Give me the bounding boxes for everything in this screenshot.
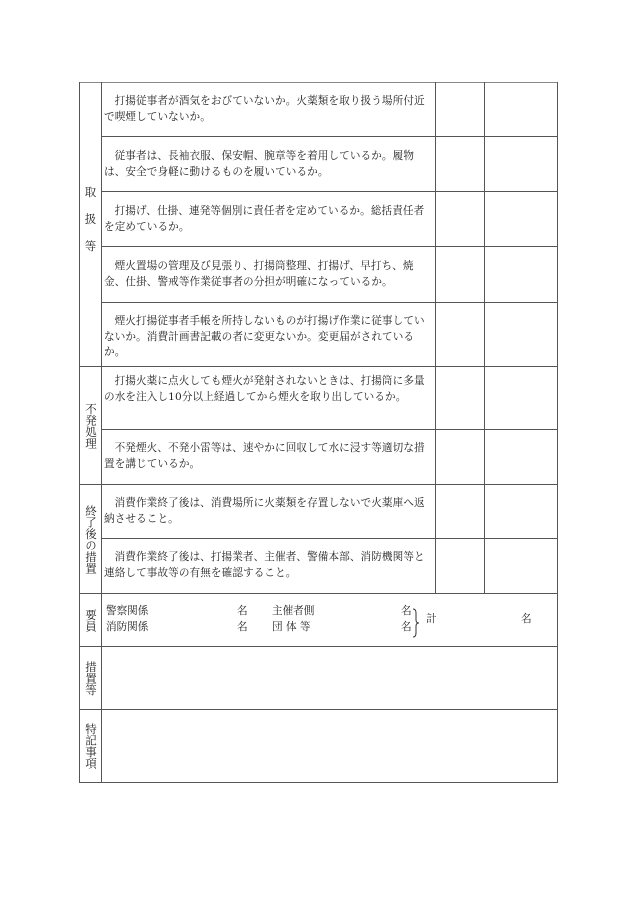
check-item-text: 煙火置場の管理及び見張り、打揚筒整理、打揚げ、早打ち、焼金、仕掛、警戒等作業従事者の分担が明確になっているか。 [104, 260, 414, 288]
rule [101, 191, 558, 192]
section-measures-text: 措置等 [84, 660, 98, 696]
rule [484, 82, 485, 593]
section-misfire-label [80, 367, 101, 484]
check-item-text: 打揚従事者が酒気をおびていないか。火薬類を取り扱う場所付近で喫煙していないか。 [104, 95, 425, 123]
rule [79, 82, 558, 83]
rule [101, 246, 558, 247]
staff-group-unit: 名 [401, 621, 412, 633]
section-handling-char: 扱 [84, 211, 97, 226]
section-staff-text: 要員 [84, 608, 98, 632]
check-item-text: 従事者は、長袖衣服、保安帽、腕章等を着用しているか。履物は、安全で身軽に動けるものを履いているか。 [104, 150, 415, 178]
rule [79, 782, 558, 783]
staff-total-unit: 名 [521, 613, 532, 625]
rule [101, 136, 558, 137]
section-staff-label [80, 594, 101, 646]
rule [101, 538, 558, 539]
section-misfire-text: 不発処理 [84, 402, 98, 449]
rule [79, 709, 558, 710]
section-handling-char: 取 [84, 184, 97, 199]
rule [101, 302, 558, 303]
section-notes-label [80, 710, 101, 782]
rule [557, 82, 558, 783]
rule [79, 646, 558, 647]
section-notes-text: 特記事項 [84, 723, 98, 769]
section-measures-label [80, 647, 101, 709]
staff-police-label: 警察関係 [106, 605, 149, 617]
staff-police-unit: 名 [237, 605, 248, 617]
section-handling-char: 等 [84, 238, 97, 253]
staff-fire-unit: 名 [237, 621, 248, 633]
section-handling-label [80, 136, 101, 302]
section-after-text: 終了後の措置 [84, 504, 98, 574]
check-item-text: 消費作業終了後は、消費場所に火薬類を存置しないで火薬庫へ返納させること。 [104, 497, 425, 525]
staff-fire-label: 消防関係 [106, 621, 149, 633]
section-after-label [80, 485, 101, 593]
check-item-text: 打揚げ、仕掛、連発等個別に責任者を定めているか。総括責任者を定めているか。 [104, 205, 425, 233]
rule [101, 429, 558, 430]
check-item-text: 煙火打揚従事者手帳を所持しないものが打揚げ作業に従事していないか。消費計画書記載の者に変更ないか。変更届がされているか。 [104, 315, 425, 358]
brace-icon [412, 608, 420, 638]
staff-organizer-label: 主催者側 [272, 605, 315, 617]
staff-group-label: 団 体 等 [272, 621, 311, 633]
rule [101, 82, 102, 783]
staff-total-label: 計 [426, 613, 437, 625]
rule [79, 484, 558, 485]
rule [79, 593, 558, 594]
staff-organizer-unit: 名 [401, 605, 412, 617]
check-item-text: 消費作業終了後は、打揚業者、主催者、警備本部、消防機関等と連絡して事故等の有無を確認すること。 [104, 551, 425, 579]
check-item-text: 不発煙火、不発小雷等は、速やかに回収して水に浸す等適切な措置を講じているか。 [104, 442, 425, 470]
rule [79, 366, 558, 367]
check-item-text: 打揚火薬に点火しても煙火が発射されないときは、打揚筒に多量の水を注入し10分以上経過してから煙火を取り出しているか。 [104, 375, 425, 403]
rule [435, 82, 436, 593]
